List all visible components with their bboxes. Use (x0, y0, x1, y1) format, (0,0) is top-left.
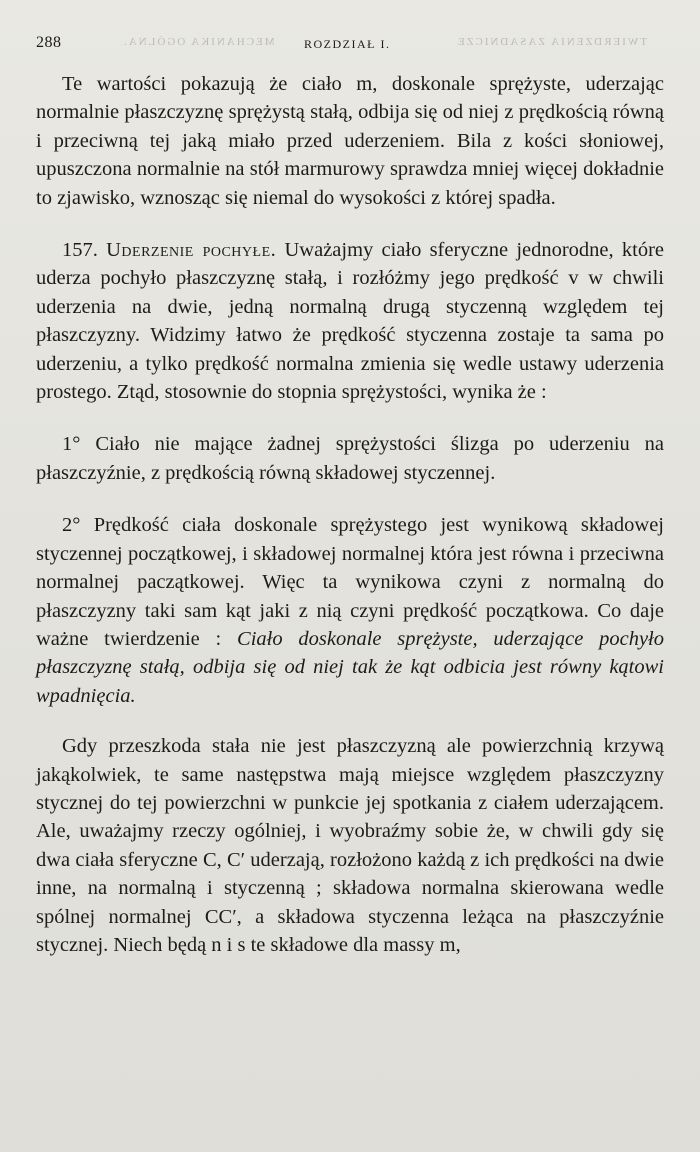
bleed-through-text-left: MECHANIKA OGÓLNA. (122, 36, 275, 48)
paragraph-4 (36, 511, 664, 710)
paragraph-4-body: 2° Prędkość ciała doskonale sprężystego jest wynikową składowej styczennej początkowej, i składowej normalnej która jest równa i przeciwna normalnej paczątkowej. Więc ta wynikowa czyni z normalną do płaszczyzny taki sam kąt jaki z nią czyni prędkość początkowa. Co daje ważne twierdzenie : (36, 514, 664, 650)
theorem-statement: Ciało doskonale sprężyste, uderzające pochyło płaszczyznę stałą, odbija się od niej tak że kąt odbicia jest równy kątowi wpadnięcia. (36, 627, 665, 707)
page-number: 288 (36, 34, 62, 51)
paragraph-2 (36, 236, 664, 406)
section-title: Uderzenie pochyłe. (106, 239, 277, 262)
running-head: ROZDZIAŁ I. (304, 37, 391, 51)
paragraph-1: Te wartości pokazują że ciało m, doskonale sprężyste, uderzając normalnie płaszczyznę sprężystą stałą, odbija się od niej z prędkością równą i przeciwną tej jaką miało przed uderzeniem. Bila z kości słoniowej, upuszczona normalnie na stół marmurowy sprawdza mniej więcej dokładnie to zjawisko, wznosząc się niemal do wysokości z której spadła. (36, 73, 664, 209)
paragraph-5: Gdy przeszkoda stała nie jest płaszczyzną ale powierzchnią krzywą jakąkolwiek, te same następstwa mają miejsce względem płaszczyzny stycznej do tej powierzchni w punkcie jej spotkania z ciałem uderzającem. Ale, uważajmy rzeczy ogólniej, i wyobraźmy sobie że, w chwili gdy się dwa ciała sferyczne C, C′ uderzają, rozłożono każdą z ich prędkości na dwie inne, na normalną i styczenną ; składowa normalna skierowana wedle spólnej normalnej CC′, a składowa styczenna leżąca na płaszczyźnie stycznej. Niech będą n i s te składowe dla massy m, (36, 735, 664, 956)
section-number: 157. (62, 239, 98, 262)
body-text (36, 70, 664, 959)
bleed-through-text-right: TWIERDZENIA ZASADNICZE (456, 36, 647, 48)
paragraph-2-body: Uważajmy ciało sferyczne jednorodne, które uderza pochyło płaszczyznę stałą, i rozłóżmy jego prędkość v w chwili uderzenia na dwie, jedną normalną drugą styczenną względem tej płaszczyzny. Widzimy łatwo że prędkość styczenna zostaje ta sama po uderzeniu, a tylko prędkość normalna zmienia się wedle ustawy uderzenia prostego. Ztąd, stosownie do stopnia sprężystości, wynika że : (36, 239, 665, 404)
paragraph-3: 1° Ciało nie mające żadnej sprężystości ślizga po uderzeniu na płaszczyźnie, z prędkością równą składowej styczennej. (36, 433, 664, 484)
